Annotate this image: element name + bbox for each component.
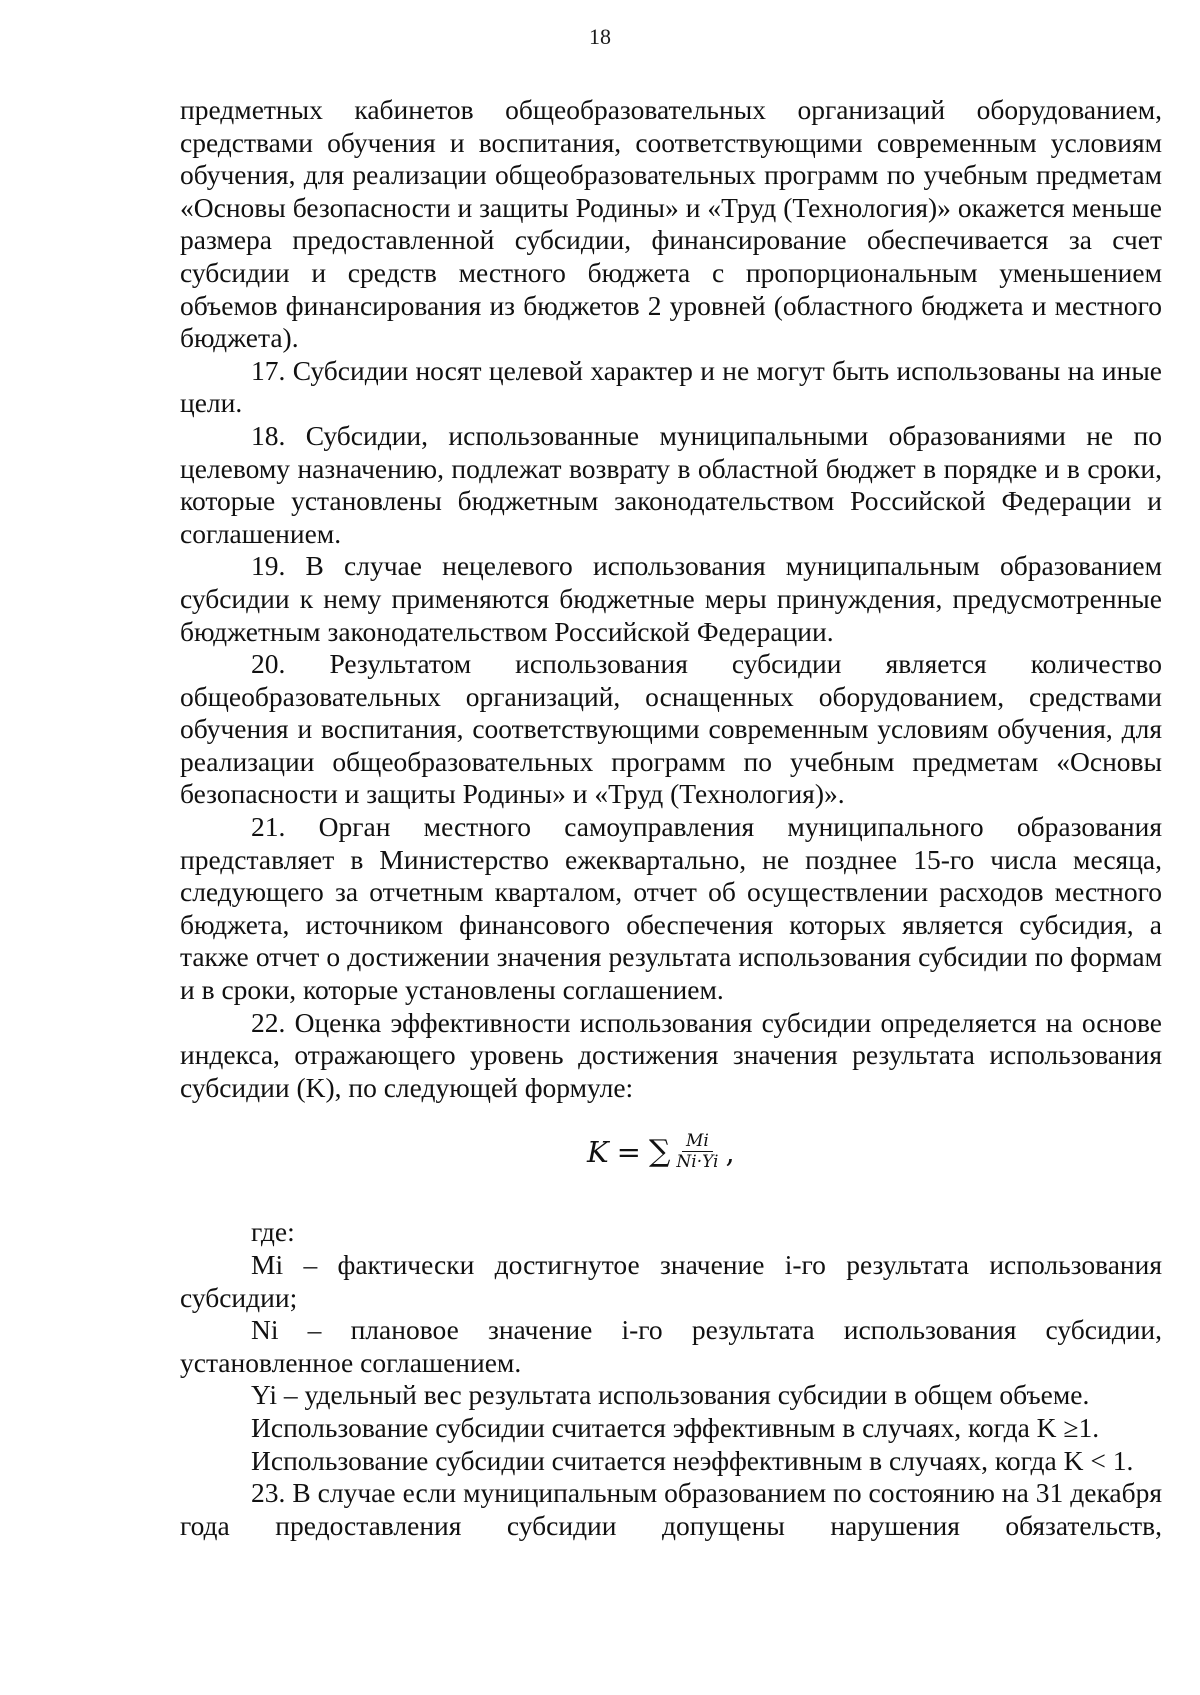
formula-fraction [674, 1132, 720, 1172]
paragraph-17: 17. Субсидии носят целевой характер и не могут быть использованы на иные цели. [180, 354, 1162, 419]
effective-condition: Использование субсидии считается эффективным в случаях, когда K ≥1. [251, 1411, 1100, 1443]
formula-equals: = [616, 1135, 641, 1170]
document-body [180, 94, 1162, 1542]
formula-block [180, 1104, 1162, 1216]
paragraph-18: 18. Субсидии, использованные муниципальными образованиями не по целевому назначению, подлежат возврату в областной бюджет в порядке и в сроки, которые установлены бюджетным законодательством Российской Федерации и соглашением. [180, 419, 1162, 549]
definition-yi: Yi – удельный вес результата использования субсидии в общем объеме. [251, 1379, 1090, 1411]
paragraph-23: 23. В случае если муниципальным образованием по состоянию на 31 декабря года предоставления субсидии допущены нарушения обязательств, [180, 1477, 1162, 1541]
paragraph-22: 22. Оценка эффективности использования субсидии определяется на основе индекса, отражающего уровень достижения значения результата использования субсидии (K), по следующей формуле: [180, 1006, 1162, 1103]
sum-symbol: ∑ [648, 1134, 671, 1170]
page-number: 18 [589, 24, 611, 49]
efficiency-formula [587, 1132, 735, 1172]
paragraph-continuation: предметных кабинетов общеобразовательных организаций оборудованием, средствами обучения и воспитания, соответствующими современным условиям обучения, для реализации общеобразовательных программ по учебным предметам «Основы безопасности и защиты Родины» и «Труд (Технология)» окажется меньше размера предоставленной субсидии, финансирование обеспечивается за счет субсидии и средств местного бюджета с пропорциональным уменьшением объемов финансирования из бюджетов 2 уровней (областного бюджета и местного бюджета). [180, 94, 1162, 354]
ineffective-condition: Использование субсидии считается неэффективным в случаях, когда K < 1. [251, 1444, 1134, 1476]
formula-denominator: Ni·Yi [676, 1152, 719, 1173]
paragraph-20: 20. Результатом использования субсидии является количество общеобразовательных организаций, оснащенных оборудованием, средствами обучения и воспитания, соответствующими современным условиям обучения, для реализации общеобразовательных программ по учебным предметам «Основы безопасности и защиты Родины» и «Труд (Технология)». [180, 648, 1162, 810]
formula-comma: , [725, 1135, 735, 1170]
definition-mi: Mi – фактически достигнутое значение i-го результата использования субсидии; [180, 1249, 1162, 1313]
formula-lhs: K [587, 1135, 609, 1170]
paragraph-21: 21. Орган местного самоуправления муниципального образования представляет в Министерство ежеквартально, не позднее 15-го числа месяца, следующего за отчетным кварталом, отчет об осуществлении расходов местного бюджета, источником финансового обеспечения которых является субсидия, а также отчет о достижении значения результата использования субсидии по формам и в сроки, которые установлены соглашением. [180, 811, 1162, 1006]
paragraph-19: 19. В случае нецелевого использования муниципальным образованием субсидии к нему применяются бюджетные меры принуждения, предусмотренные бюджетным законодательством Российской Федерации. [180, 550, 1162, 647]
where-label: где: [251, 1216, 295, 1248]
formula-numerator: Mi [682, 1132, 713, 1152]
definition-ni: Ni – плановое значение i-го результата использования субсидии, установленное соглашением. [180, 1314, 1162, 1378]
